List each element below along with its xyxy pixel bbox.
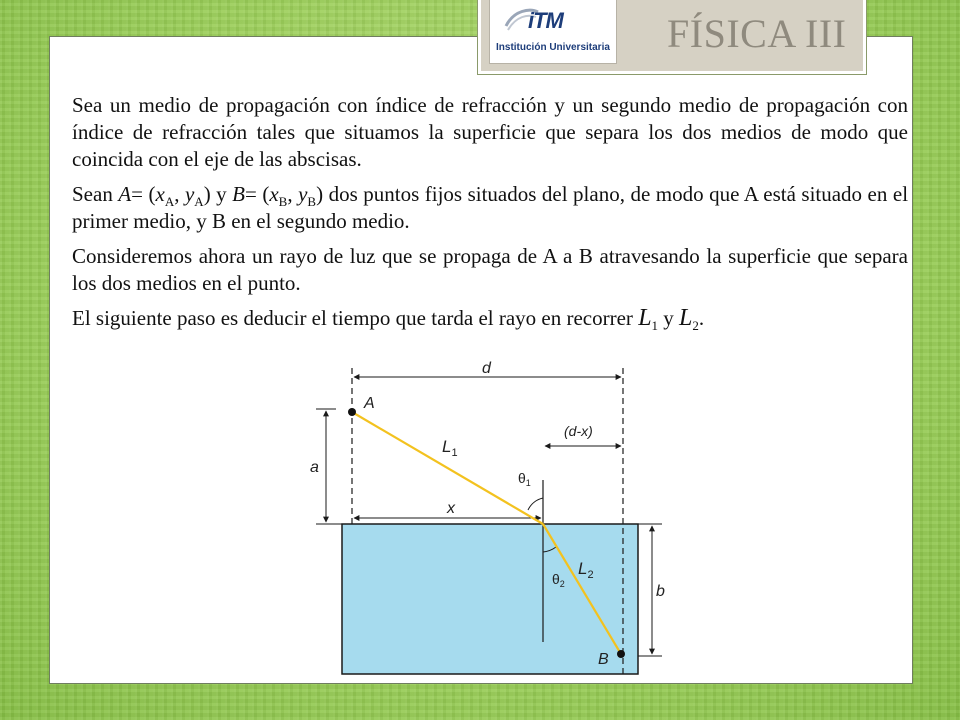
label-x: x: [447, 500, 455, 517]
xb-symbol: x: [269, 182, 279, 206]
yb-symbol: y: [298, 182, 308, 206]
label-d: d: [482, 360, 491, 377]
paragraph-3: Consideremos ahora un rayo de luz que se propaga de A a B atravesando la superficie que separa los dos medios en el punto.: [72, 244, 908, 295]
xa-subscript: A: [164, 194, 175, 210]
label-point-a: A: [364, 395, 375, 412]
label-b: b: [656, 583, 665, 600]
p2-start: Sean: [72, 182, 119, 206]
label-a: a: [310, 459, 319, 476]
point-b-name: B: [232, 182, 245, 206]
point-a-name: A: [118, 182, 132, 206]
yb-subscript: B: [307, 194, 317, 210]
p2-comma-2: ,: [287, 182, 299, 206]
theta1-arc: [528, 498, 543, 510]
paragraph-1: Sea un medio de propagación con índice de refracción y un segundo medio de propagación con índice de refracción tales que situamos la superficie que separa los dos medios de modo que coincida con el eje de las abscisas.: [72, 93, 908, 171]
l2-symbol: L: [679, 305, 693, 331]
logo-wordmark: iTM: [528, 8, 563, 33]
p2-end: ) dos puntos fijos situados del plano, de modo que A está situado en el primer medio, y B en el segundo medio.: [72, 182, 909, 233]
point-b-dot: [617, 650, 625, 658]
p4-mid: y: [658, 306, 680, 330]
course-title: FÍSICA III: [667, 11, 847, 56]
l1-symbol: L: [638, 305, 652, 331]
label-l2: $L_2$: [578, 559, 594, 581]
label-theta1: $\theta_1$: [518, 470, 531, 488]
label-l1: $L_1$: [442, 437, 458, 459]
header-banner: [478, 0, 866, 74]
p2-a-close: ) y: [203, 182, 233, 206]
point-a-dot: [348, 408, 356, 416]
paragraph-4: [72, 305, 908, 332]
label-point-b: B: [598, 651, 609, 668]
xb-subscript: B: [278, 194, 288, 210]
xa-symbol: x: [155, 182, 165, 206]
label-dx: (d-x): [564, 423, 593, 439]
ya-subscript: A: [194, 194, 204, 210]
logo-subtitle: Institución Universitaria: [496, 42, 610, 53]
ya-symbol: y: [184, 182, 195, 206]
p4-end: .: [698, 306, 705, 330]
p2-b-open: = (: [245, 182, 270, 206]
p2-comma-1: ,: [174, 182, 185, 206]
l1-subscript: 1: [651, 318, 659, 334]
content-text: [72, 92, 908, 340]
label-theta2: $\theta_2$: [552, 571, 565, 589]
second-medium: [342, 524, 638, 674]
paragraph-2: [72, 181, 908, 235]
p2-a-open: = (: [131, 182, 156, 206]
refraction-diagram: [310, 360, 670, 676]
l2-subscript: 2: [692, 318, 699, 334]
p4-start: El siguiente paso es deducir el tiempo que tarda el rayo en recorrer: [72, 306, 639, 330]
diagram-svg: [310, 360, 670, 676]
institution-logo: [489, 0, 617, 64]
